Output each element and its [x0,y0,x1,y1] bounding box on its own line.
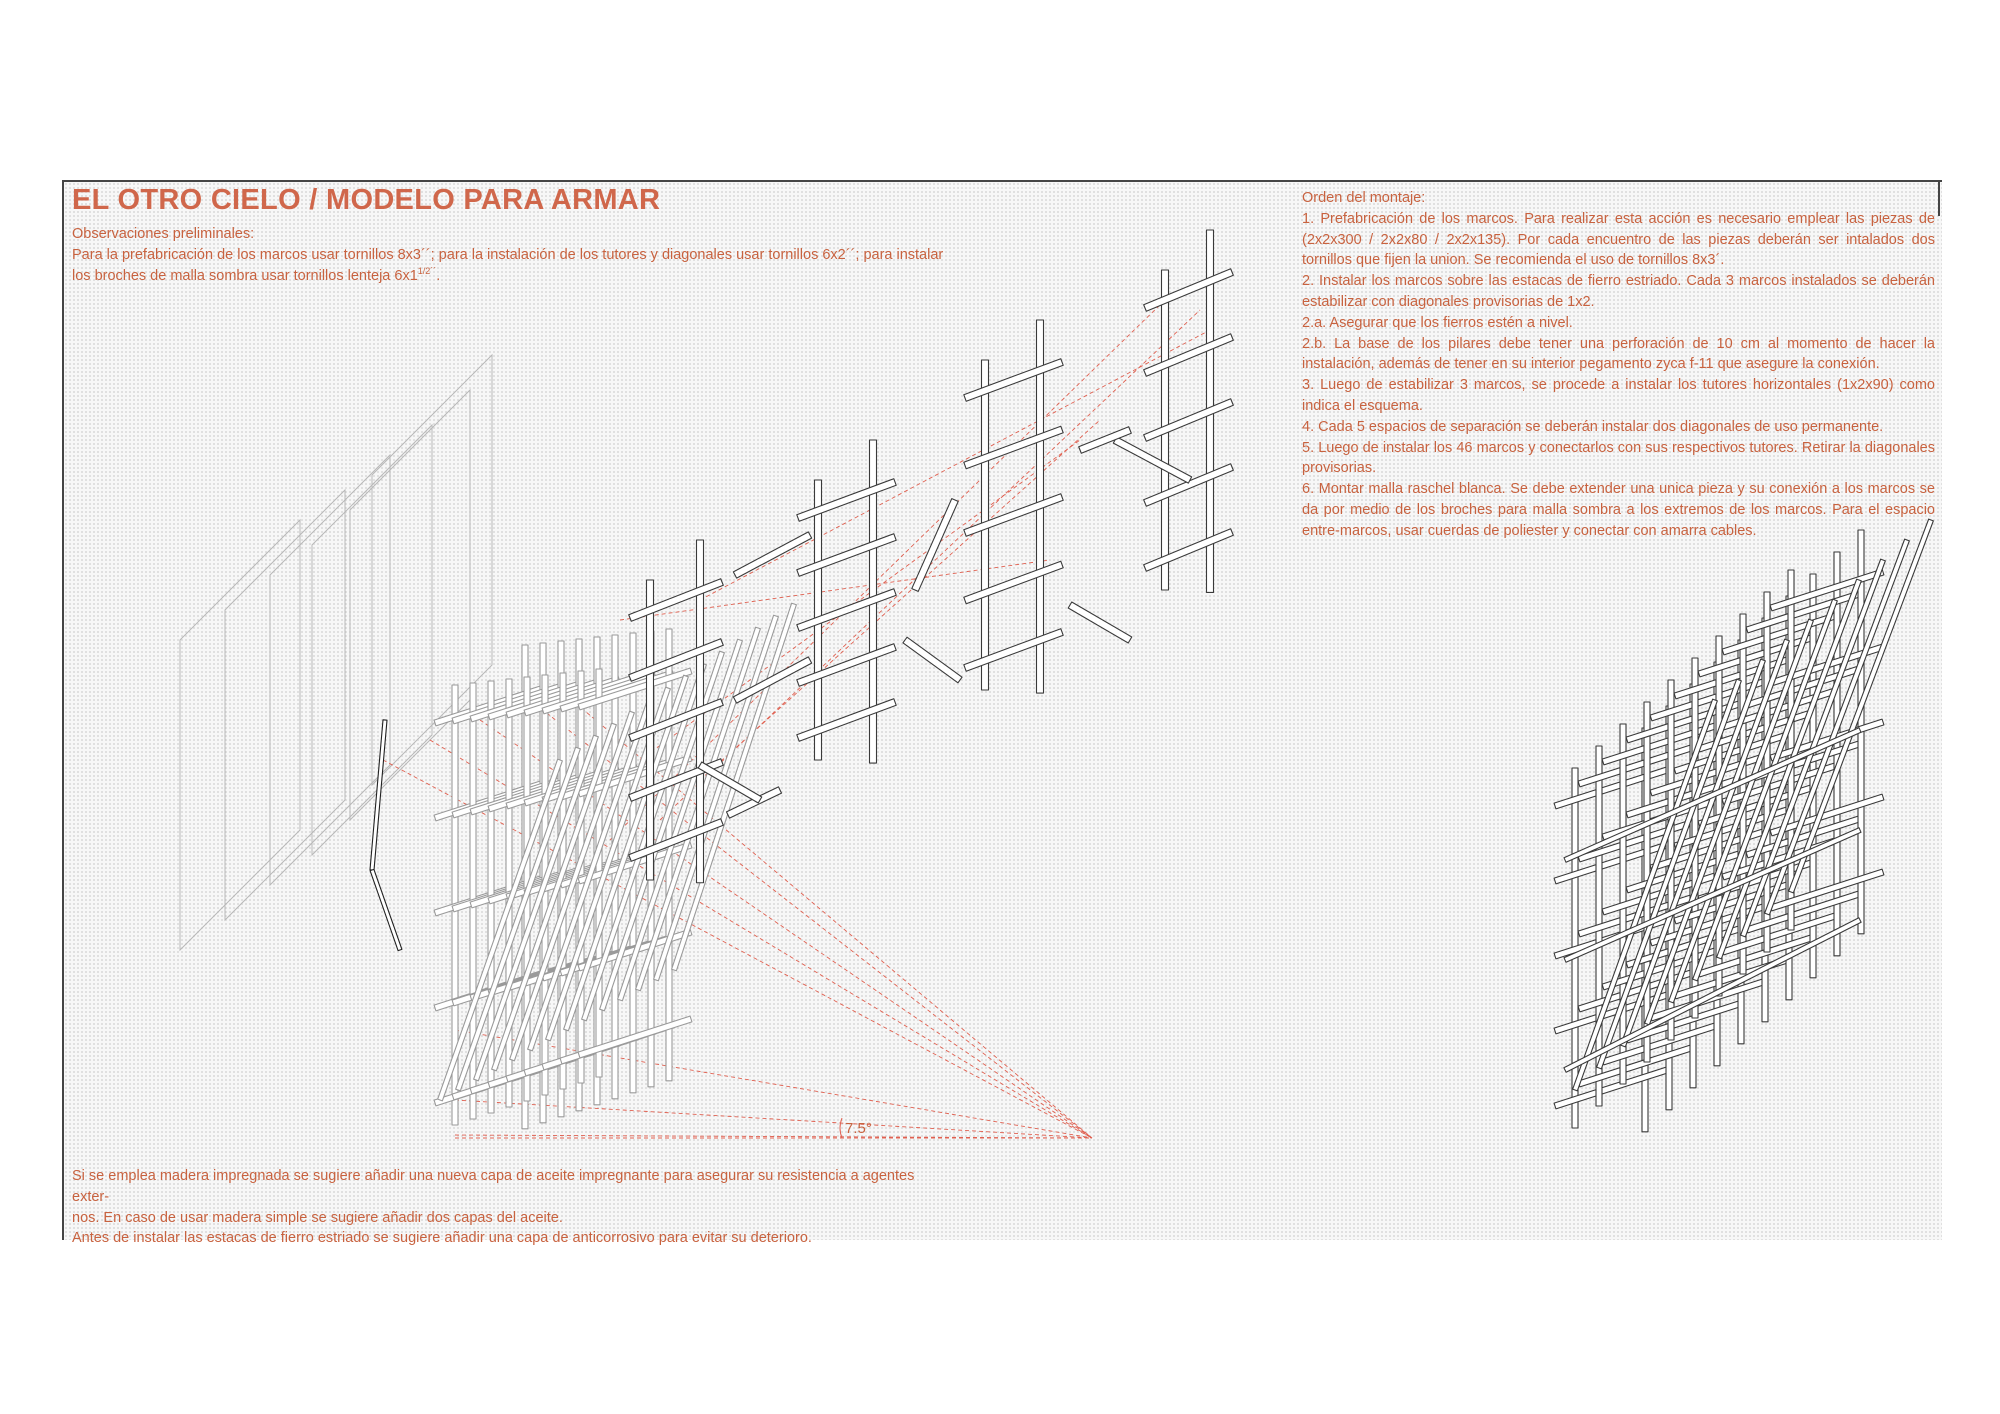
observations-line-2-text: los broches de malla sombra usar tornillos lenteja 6x1 [72,267,418,284]
maintenance-note-line: Si se emplea madera impregnada se sugiere añadir una nueva capa de aceite impregnante para asegurar su resistencia a agentes exter- [72,1168,915,1205]
shade-mesh-panels [180,355,492,950]
frame-crossbar [964,561,1063,604]
guide-line [700,330,1210,600]
angle-label: 7.5° [845,1120,872,1137]
frame-crossbar [797,479,896,522]
assembly-step: 2. Instalar los marcos sobre las estacas de fierro estriado. Cada 3 marcos instalados se deberán estabilizar con diagonales provisorias de 1x2. [1302,273,1935,310]
frame-crossbar [964,629,1063,672]
mesh-panel [225,490,345,920]
frame-crossbar [964,494,1063,537]
assembly-step: 4. Cada 5 espacios de separación se deberán instalar dos diagonales de uso permanente. [1302,418,1884,435]
mesh-panel [180,520,300,950]
assembly-step: 2.a. Asegurar que los fierros estén a nivel. [1302,314,1573,331]
assembly-step: 5. Luego de instalar los 46 marcos y conectarlos con sus respectivos tutores. Retirar la diagonales provisorias. [1302,439,1935,477]
angle-annotation [840,1118,872,1138]
frame-crossbar [797,644,896,687]
frame-crossbar [1144,399,1234,441]
frame-crossbar [797,699,896,742]
assembly-step: 1. Prefabricación de los marcos. Para realizar esta acción es necesario emplear las piezas de (2x2x300 / 2x2x80 / 2x2x135). Por cada encuentro de las piezas deberán ser intalados dos tornillos que fijen la union. Se recomienda el uso de tornillos 8x3´. [1302,210,1935,269]
frame-crossbar [1144,529,1234,571]
angle-arc [840,1118,842,1138]
assembled-structure [1554,519,1933,1132]
frame-crossbar [964,359,1063,402]
exploded-frame [1144,230,1234,592]
assembly-step: 6. Montar malla raschel blanca. Se debe extender una unica pieza y su conexión a los marcos se da por medio de los broches para malla sombra a los extremos de los marcos. Para el espacio entre-marcos, usar cuerdas de poliester y conectar con amarra cables. [1302,481,1935,539]
guide-line [455,1030,1092,1138]
maintenance-note-line: Antes de instalar las estacas de fierro estriado se sugiere añadir una capa de anticorrosivo para evitar su deterioro. [72,1230,812,1247]
guide-line [610,300,1165,840]
loose-member [1113,437,1191,483]
assembly-step: 3. Luego de estabilizar 3 marcos, se procede a instalar los tutores horizontales (1x2x90) como indica el esquema. [1302,377,1935,414]
exploded-frames [370,230,1233,951]
maintenance-note-line: nos. En caso de usar madera simple se sugiere añadir dos capas del aceite. [72,1209,563,1226]
loose-member [1068,602,1132,643]
frame-crossbar [1144,464,1234,506]
observations-line-2-sup: 1/2´´ [417,265,437,276]
exploded-frame [964,320,1063,693]
loose-member [903,637,962,683]
observations-heading: Observaciones preliminales: [72,226,255,242]
guide-line [455,1100,1092,1138]
assembled-frames-ghost [434,603,796,1129]
lone-pole [370,869,402,950]
frame-crossbar [797,534,896,577]
exploded-frame [797,440,896,763]
assembly-order-heading: Orden del montaje: [1302,190,1426,206]
observations-line-1: Para la prefabricación de los marcos usar tornillos 8x3´´; para la instalación de los tutores y diagonales usar tornillos 6x2´´; para instalar [72,246,944,263]
frame-crossbar [629,579,724,622]
frame-crossbar [964,426,1063,469]
frame-crossbar [1144,334,1234,376]
observations-line-2-end: . [436,267,441,284]
page-title: EL OTRO CIELO / MODELO PARA ARMAR [72,184,661,216]
frame-crossbar [1144,269,1234,311]
assembly-step: 2.b. La base de los pilares debe tener una perforación de 10 cm al momento de hacer la instalación, además de tener en su interior pegamento zyca f-11 que asegure la conexión. [1302,335,1935,373]
guide-line [560,690,1092,1138]
frame-crossbar [797,589,896,632]
